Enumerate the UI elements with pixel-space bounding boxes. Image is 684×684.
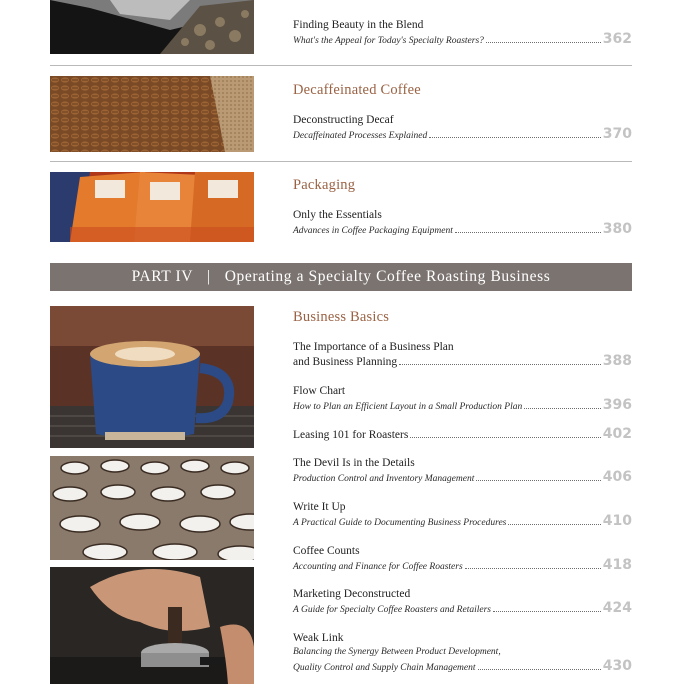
roasted-beans-scoop-photo — [50, 0, 254, 54]
dot-leader — [508, 523, 600, 525]
entry-title: Only the Essentials — [293, 209, 382, 221]
page-number: 418 — [602, 557, 632, 573]
entry-title: Write It Up — [293, 501, 346, 513]
toc-entry[interactable] — [293, 456, 632, 486]
divider-rule — [50, 65, 632, 66]
dot-leader — [455, 231, 601, 233]
entry-subtitle: A Guide for Specialty Coffee Roasters and Retailers — [293, 605, 491, 615]
decaf-beans-sack-photo — [50, 76, 254, 152]
entry-subtitle: Accounting and Finance for Coffee Roasters — [293, 562, 463, 572]
toc-entry[interactable] — [293, 427, 632, 441]
latte-blue-mug-photo — [50, 306, 254, 448]
part-number: PART IV — [131, 268, 194, 285]
dot-leader — [465, 567, 601, 569]
page-number: 370 — [602, 126, 632, 142]
part-heading-band — [50, 263, 632, 291]
entry-title: The Importance of a Business Plan — [293, 341, 454, 353]
dot-leader — [399, 363, 601, 365]
entry-subtitle-line1: Balancing the Synergy Between Product Development, — [293, 647, 501, 657]
entry-subtitle-line2: Quality Control and Supply Chain Management — [293, 663, 476, 673]
entry-title: Deconstructing Decaf — [293, 114, 394, 126]
entry-subtitle: Decaffeinated Processes Explained — [293, 131, 428, 141]
dot-leader — [476, 479, 600, 481]
entry-title: Leasing 101 for Roasters — [293, 429, 409, 441]
toc-entry[interactable] — [293, 208, 632, 238]
entry-title: The Devil Is in the Details — [293, 457, 415, 469]
page-number: 424 — [602, 600, 632, 616]
page-number: 396 — [602, 397, 632, 413]
dot-leader — [493, 610, 601, 612]
part-title: Operating a Specialty Coffee Roasting Business — [224, 268, 551, 285]
toc-entry[interactable] — [293, 113, 632, 143]
page-number: 388 — [602, 353, 632, 369]
page-number: 402 — [602, 426, 632, 442]
entry-title: Flow Chart — [293, 385, 346, 397]
entry-subtitle: Advances in Coffee Packaging Equipment — [293, 226, 453, 236]
dot-leader — [429, 136, 601, 138]
entry-title: Marketing Deconstructed — [293, 588, 411, 600]
entry-subtitle: Production Control and Inventory Management — [293, 474, 475, 484]
coffee-packaging-bags-photo — [50, 172, 254, 242]
section-title-decaffeinated-coffee: Decaffeinated Coffee — [293, 82, 421, 98]
espresso-tamping-photo — [50, 567, 254, 684]
toc-entry[interactable] — [293, 587, 632, 617]
toc-entry[interactable] — [293, 631, 632, 675]
part-separator: | — [207, 268, 211, 285]
toc-entry[interactable] — [293, 544, 632, 574]
dot-leader — [486, 41, 601, 43]
entry-subtitle: What's the Appeal for Today's Specialty Roasters? — [293, 36, 484, 46]
entry-title: Finding Beauty in the Blend — [293, 19, 424, 31]
dot-leader — [524, 407, 601, 409]
toc-entry[interactable] — [293, 18, 632, 48]
page-number: 430 — [602, 658, 632, 674]
section-title-business-basics: Business Basics — [293, 309, 390, 325]
entry-subtitle: How to Plan an Efficient Layout in a Small Production Plan — [293, 402, 523, 412]
entry-subtitle: A Practical Guide to Documenting Business Procedures — [293, 518, 507, 528]
page-number: 410 — [602, 513, 632, 529]
section-title-packaging: Packaging — [293, 177, 356, 193]
page-number: 380 — [602, 221, 632, 237]
page-number: 406 — [602, 469, 632, 485]
divider-rule — [50, 161, 632, 162]
dot-leader — [410, 436, 600, 438]
entry-title: Coffee Counts — [293, 545, 360, 557]
cupping-cups-photo — [50, 456, 254, 560]
entry-title: Weak Link — [293, 632, 344, 644]
page-number: 362 — [602, 31, 632, 47]
toc-entry[interactable] — [293, 384, 632, 414]
toc-entry[interactable] — [293, 500, 632, 530]
toc-entry[interactable] — [293, 340, 632, 368]
dot-leader — [478, 668, 601, 670]
entry-title-line2: and Business Planning — [293, 356, 398, 368]
